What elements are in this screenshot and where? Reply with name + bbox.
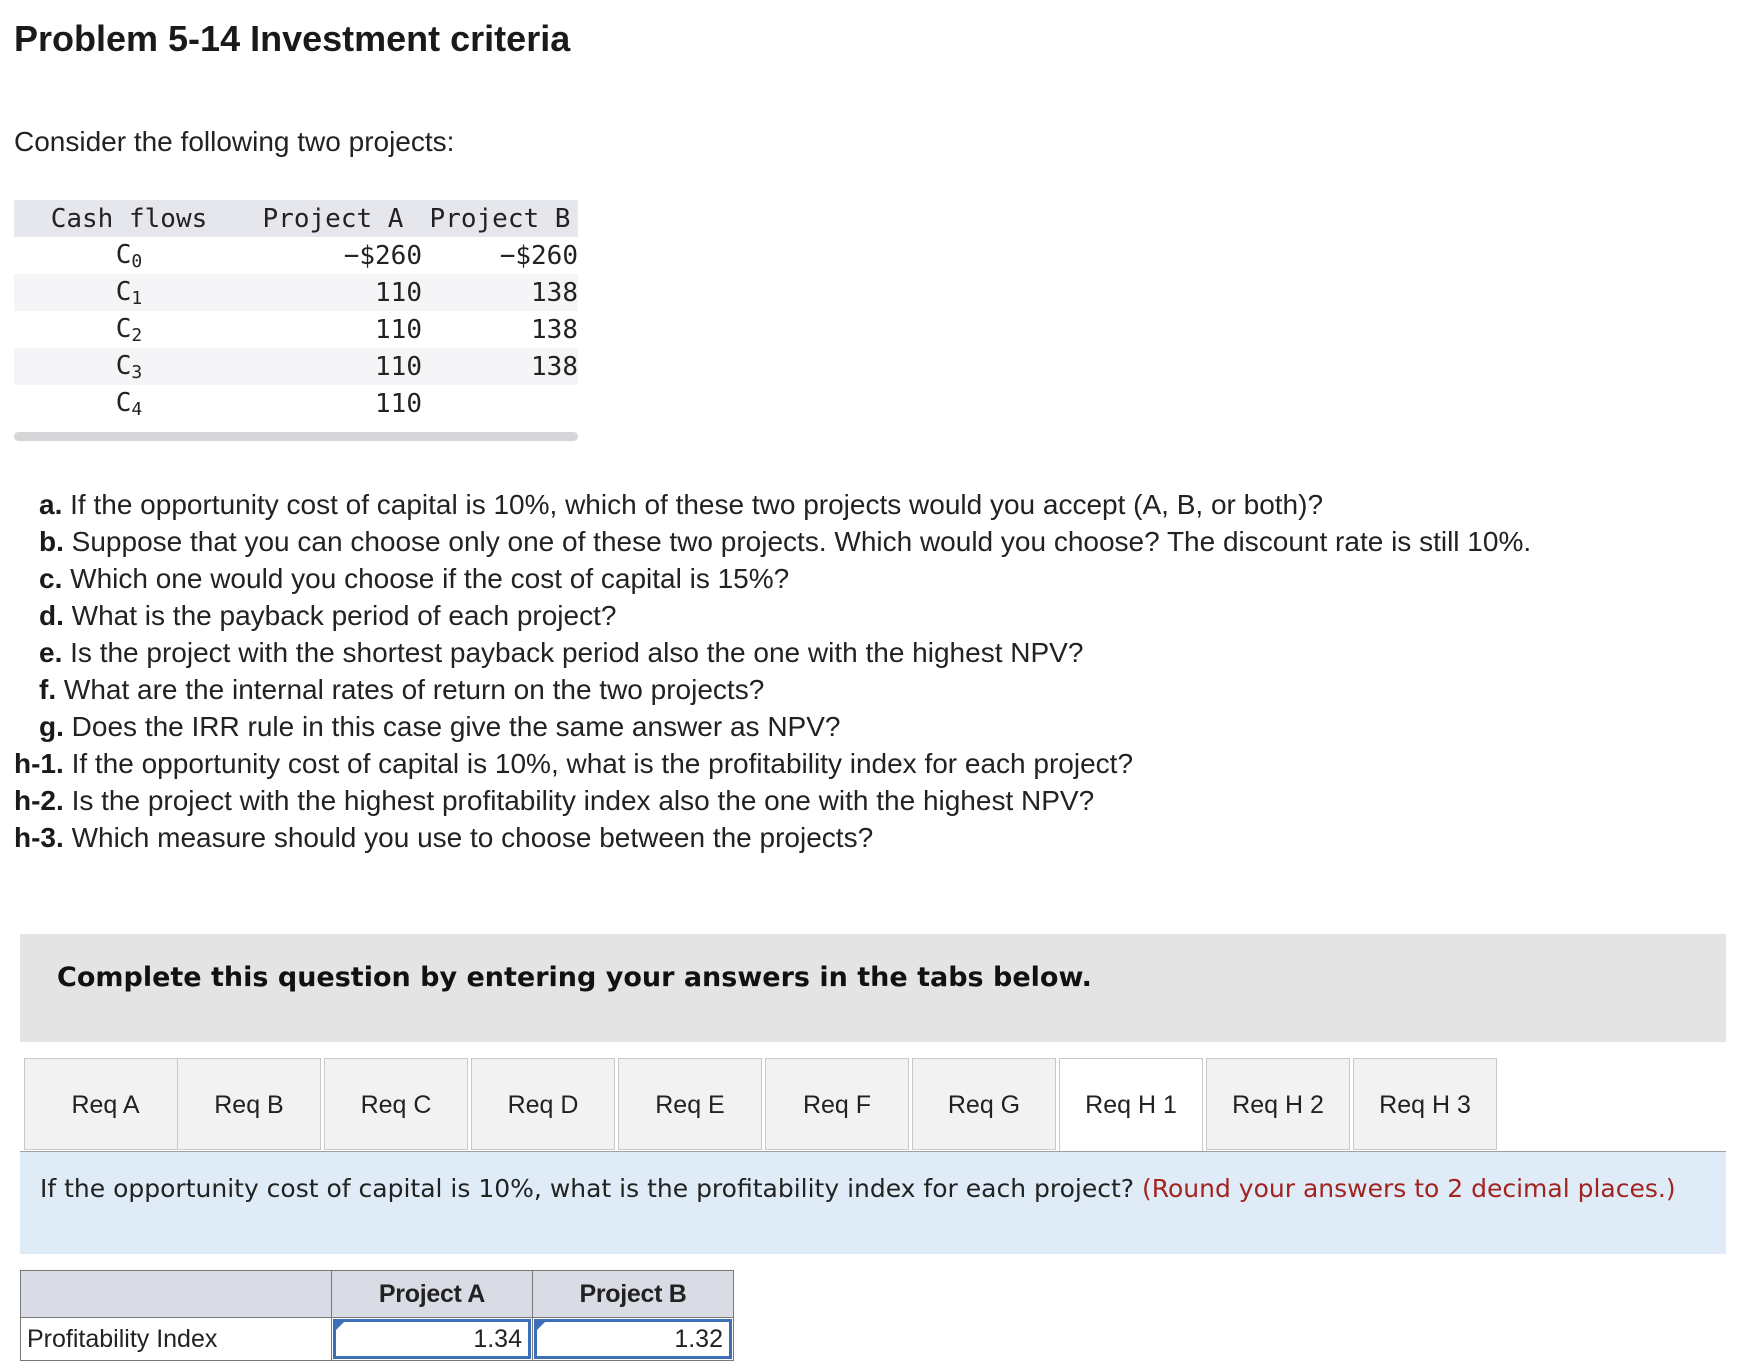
project-b-cell: −$260: [499, 240, 578, 271]
cash-flow-row: [14, 385, 578, 422]
tab-req-h1[interactable]: Req H 1: [1059, 1058, 1203, 1152]
tab-req-e[interactable]: Req E: [618, 1058, 762, 1150]
period-cell: $C_4$: [115, 387, 143, 420]
tab-req-g[interactable]: Req G: [912, 1058, 1056, 1150]
cash-flow-header-row: [14, 200, 578, 237]
tab-req-a[interactable]: Req A: [24, 1058, 187, 1150]
question-item: h-2. Is the project with the highest profitability index also the one with the highest NPV?: [14, 785, 1095, 816]
pi-header-row: [21, 1271, 734, 1318]
question-item: h-3. Which measure should you use to choose between the projects?: [14, 822, 874, 853]
project-b-cell: 138: [531, 351, 578, 382]
tab-req-c[interactable]: Req C: [324, 1058, 468, 1150]
page-title: Problem 5-14 Investment criteria: [14, 18, 571, 59]
question-list: [14, 486, 1531, 856]
pi-input-project-b[interactable]: [534, 1319, 732, 1359]
answer-flag-icon: [535, 1320, 547, 1332]
pi-cell-project-b: [533, 1318, 734, 1361]
question-item: a. If the opportunity cost of capital is 10%, which of these two projects would you accept (A, B, or both)?: [39, 489, 1324, 520]
period-cell: $C_3$: [115, 350, 143, 383]
pi-row-label: Profitability Index: [21, 1318, 332, 1361]
cash-flow-row: [14, 348, 578, 385]
question-item: f. What are the internal rates of return on the two projects?: [39, 674, 765, 705]
project-a-cell: 110: [375, 388, 422, 419]
pi-header-project-a: Project A: [332, 1271, 533, 1318]
question-item: b. Suppose that you can choose only one of these two projects. Which would you choose? The discount rate is still 10%.: [39, 526, 1532, 557]
instruction-text: Complete this question by entering your answers in the tabs below.: [57, 962, 1092, 993]
instruction-banner: [20, 934, 1726, 1042]
header-project-a: Project A: [262, 203, 404, 234]
period-cell: $C_1$: [115, 276, 143, 309]
project-a-cell: 110: [375, 351, 422, 382]
period-cell: $C_0$: [115, 239, 143, 272]
header-project-b: Project B: [429, 203, 571, 234]
project-b-cell: 138: [531, 277, 578, 308]
project-b-cell: [422, 385, 578, 422]
question-item: c. Which one would you choose if the cost of capital is 15%?: [39, 563, 790, 594]
project-a-cell: −$260: [343, 240, 422, 271]
pi-header-blank: [21, 1271, 332, 1318]
table-horizontal-scrollbar[interactable]: [14, 432, 578, 441]
tab-req-h3[interactable]: Req H 3: [1353, 1058, 1497, 1150]
project-a-cell: 110: [375, 277, 422, 308]
prompt-text: If the opportunity cost of capital is 10%, what is the profitability index for each project? (Round your answers to 2 decimal places.): [40, 1174, 1676, 1203]
project-b-cell: 138: [531, 314, 578, 345]
tab-req-b[interactable]: Req B: [177, 1058, 321, 1150]
period-cell: $C_2$: [115, 313, 143, 346]
cash-flow-row: [14, 274, 578, 311]
question-prompt-panel: [20, 1152, 1726, 1254]
header-cash-flows: Cash flows: [50, 203, 208, 234]
cash-flow-row: [14, 311, 578, 348]
requirement-tabs: [24, 1058, 1726, 1152]
pi-input-project-a[interactable]: [333, 1319, 531, 1359]
tab-req-h2[interactable]: Req H 2: [1206, 1058, 1350, 1150]
cash-flow-table: [14, 200, 578, 422]
tab-req-d[interactable]: Req D: [471, 1058, 615, 1150]
rounding-note: (Round your answers to 2 decimal places.): [1141, 1174, 1676, 1203]
tab-req-f[interactable]: Req F: [765, 1058, 909, 1150]
project-a-cell: 110: [375, 314, 422, 345]
pi-header-project-b: Project B: [533, 1271, 734, 1318]
question-item: e. Is the project with the shortest payback period also the one with the highest NPV?: [39, 637, 1084, 668]
pi-row: [21, 1318, 734, 1361]
cash-flow-row: [14, 237, 578, 274]
intro-text: Consider the following two projects:: [14, 126, 455, 157]
profitability-index-table: [20, 1270, 734, 1361]
question-item: d. What is the payback period of each project?: [39, 600, 617, 631]
question-item: h-1. If the opportunity cost of capital is 10%, what is the profitability index for each project?: [14, 748, 1134, 779]
pi-cell-project-a: [332, 1318, 533, 1361]
answer-flag-icon: [334, 1320, 346, 1332]
question-item: g. Does the IRR rule in this case give the same answer as NPV?: [39, 711, 841, 742]
